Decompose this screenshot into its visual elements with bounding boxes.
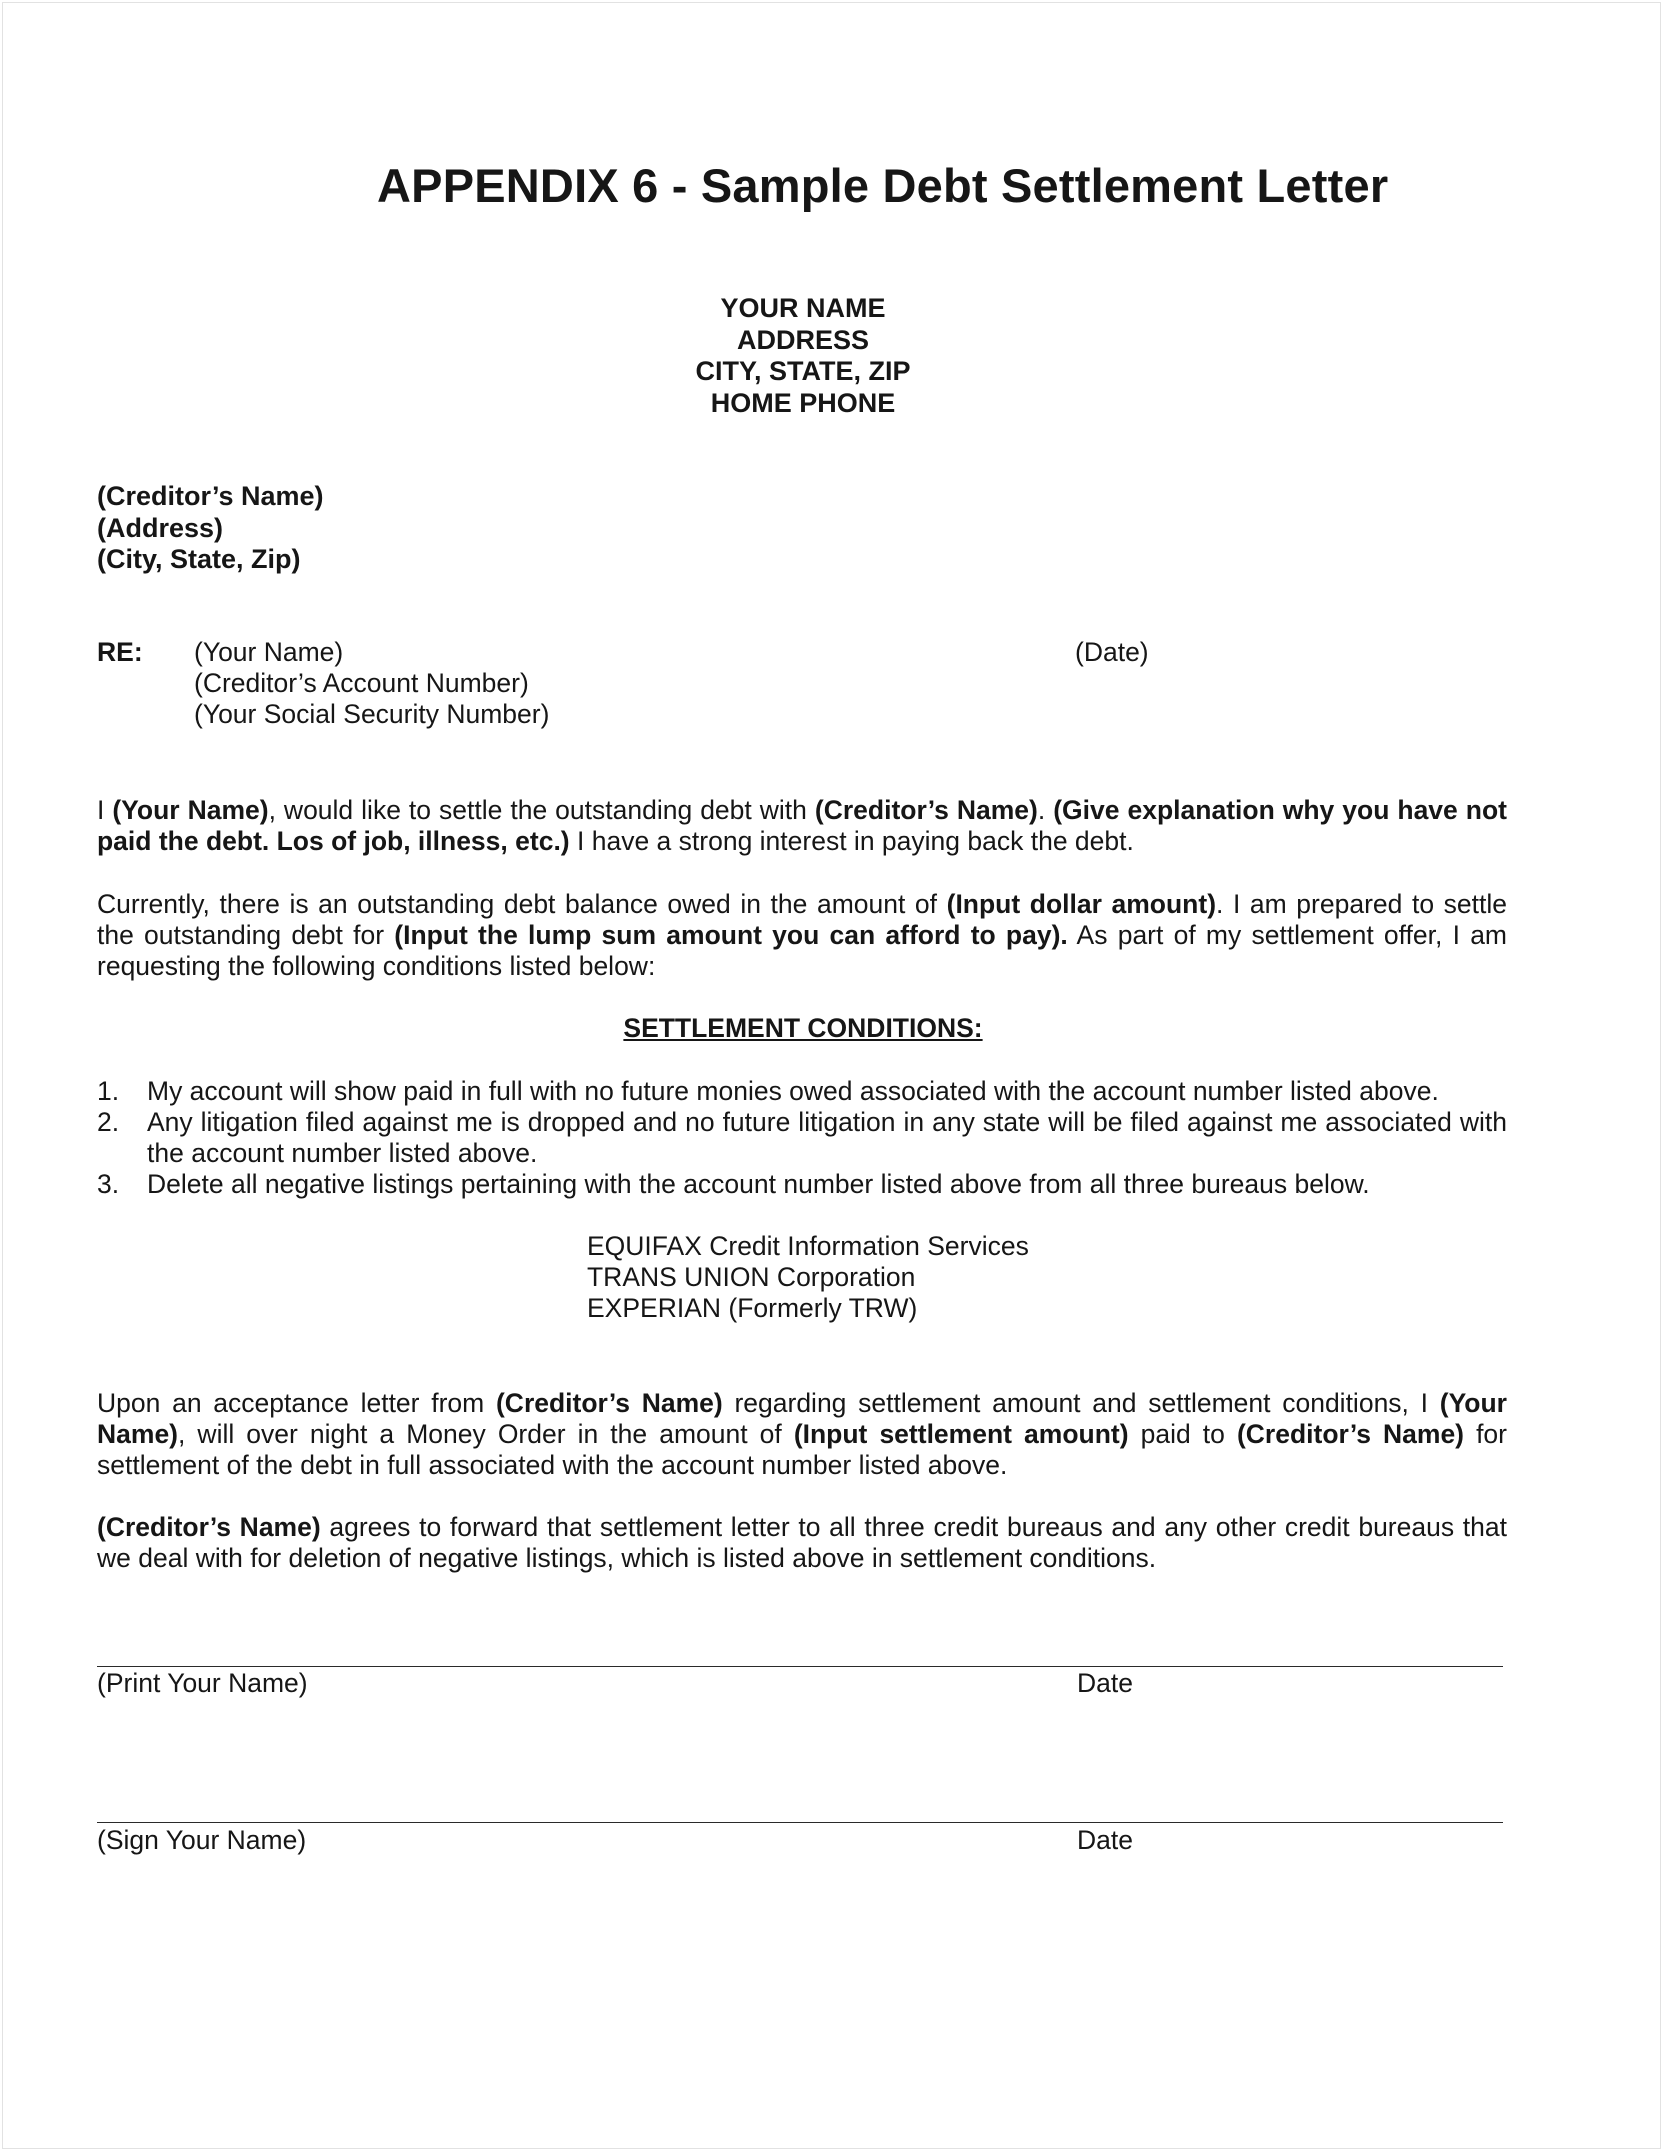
placeholder-explanation: (Give explanation why you have not paid the debt. Los of job, illness, etc.) bbox=[97, 795, 1507, 856]
placeholder-creditor-name: (Creditor’s Name) bbox=[495, 1388, 723, 1418]
sender-city-state-zip: CITY, STATE, ZIP bbox=[695, 356, 911, 386]
re-line-ssn: (Your Social Security Number) bbox=[194, 699, 550, 729]
re-line-your-name: (Your Name) bbox=[194, 637, 344, 667]
re-lines bbox=[194, 637, 549, 730]
bureau-equifax: EQUIFAX Credit Information Services bbox=[587, 1231, 1029, 1261]
credit-bureaus-list bbox=[587, 1231, 1029, 1324]
text-run: agrees to forward that settlement letter to all three credit bureaus and any other credit bureaus that we deal with for deletion of negative listings, which is listed above in settlement conditions. bbox=[97, 1512, 1507, 1573]
text-run: I bbox=[97, 795, 113, 825]
text-run: for settlement of the debt in full associated with the account number listed above. bbox=[97, 1419, 1507, 1480]
text-run: , would like to settle the outstanding debt with bbox=[268, 795, 815, 825]
bureau-transunion: TRANS UNION Corporation bbox=[587, 1262, 916, 1292]
list-item-number: 1. bbox=[97, 1076, 120, 1106]
list-item-text: Delete all negative listings pertaining with the account number listed above from all three bureaus below. bbox=[147, 1169, 1370, 1199]
text-run: . I am prepared to settle the outstanding debt for bbox=[97, 889, 1507, 950]
text-run: paid to bbox=[1128, 1419, 1237, 1449]
placeholder-creditor-name: (Creditor’s Name) bbox=[1236, 1419, 1465, 1449]
text-run: regarding settlement amount and settlement conditions, I bbox=[722, 1388, 1440, 1418]
re-line-account-number: (Creditor’s Account Number) bbox=[194, 668, 529, 698]
placeholder-lump-sum: (Input the lump sum amount you can afford to pay). bbox=[394, 920, 1068, 950]
placeholder-settlement-amount: (Input settlement amount) bbox=[793, 1419, 1129, 1449]
text-run: , will over night a Money Order in the amount of bbox=[178, 1419, 794, 1449]
list-item-text: My account will show paid in full with no future monies owed associated with the account number listed above. bbox=[147, 1076, 1439, 1106]
placeholder-creditor-name: (Creditor’s Name) bbox=[97, 1512, 321, 1542]
paragraph-acceptance bbox=[97, 1388, 1507, 1481]
text-run: As part of my settlement offer, I am requesting the following conditions listed below: bbox=[97, 920, 1508, 981]
settlement-conditions-heading: SETTLEMENT CONDITIONS: bbox=[623, 1013, 983, 1043]
print-name-date-label: Date bbox=[1077, 1668, 1133, 1698]
print-name-label: (Print Your Name) bbox=[97, 1668, 308, 1698]
sender-name: YOUR NAME bbox=[720, 293, 886, 323]
paragraph-offer bbox=[97, 889, 1507, 982]
re-block bbox=[97, 637, 1507, 737]
re-date: (Date) bbox=[1075, 637, 1149, 667]
list-item-number: 2. bbox=[97, 1107, 120, 1137]
list-item-number: 3. bbox=[97, 1169, 120, 1199]
paragraph-forwarding bbox=[97, 1512, 1507, 1574]
bureau-experian: EXPERIAN (Formerly TRW) bbox=[587, 1293, 918, 1323]
print-name-signature-line bbox=[97, 1666, 1503, 1667]
creditor-city-state-zip: (City, State, Zip) bbox=[97, 544, 301, 574]
conditions-list bbox=[97, 1076, 1507, 1200]
placeholder-your-name: (Your Name) bbox=[97, 1388, 1507, 1449]
sender-phone: HOME PHONE bbox=[710, 387, 896, 418]
paragraph-intro bbox=[97, 795, 1507, 857]
list-item-text: Any litigation filed against me is dropped and no future litigation in any state will be filed against me associated with the account number listed above. bbox=[147, 1107, 1507, 1168]
list-item bbox=[97, 1107, 1507, 1169]
sender-address: ADDRESS bbox=[736, 324, 870, 355]
sign-name-date-label: Date bbox=[1077, 1825, 1133, 1855]
re-label: RE: bbox=[97, 637, 143, 667]
text-run: I have a strong interest in paying back the debt. bbox=[569, 826, 1134, 856]
creditor-address: (Address) bbox=[97, 512, 224, 543]
sign-name-signature-line bbox=[97, 1822, 1503, 1823]
creditor-address-block bbox=[97, 481, 324, 576]
placeholder-creditor-name: (Creditor’s Name) bbox=[814, 795, 1038, 825]
sender-block bbox=[97, 293, 1509, 419]
text-run: Upon an acceptance letter from bbox=[97, 1388, 496, 1418]
list-item bbox=[97, 1169, 1507, 1200]
document-title: APPENDIX 6 - Sample Debt Settlement Letter bbox=[377, 159, 1389, 212]
creditor-name: (Creditor’s Name) bbox=[97, 481, 324, 511]
placeholder-your-name: (Your Name) bbox=[112, 795, 269, 825]
text-run: Currently, there is an outstanding debt balance owed in the amount of bbox=[97, 889, 947, 919]
sign-name-label: (Sign Your Name) bbox=[97, 1825, 307, 1855]
text-run: . bbox=[1037, 795, 1054, 825]
placeholder-dollar-amount: (Input dollar amount) bbox=[946, 889, 1217, 919]
list-item bbox=[97, 1076, 1507, 1107]
